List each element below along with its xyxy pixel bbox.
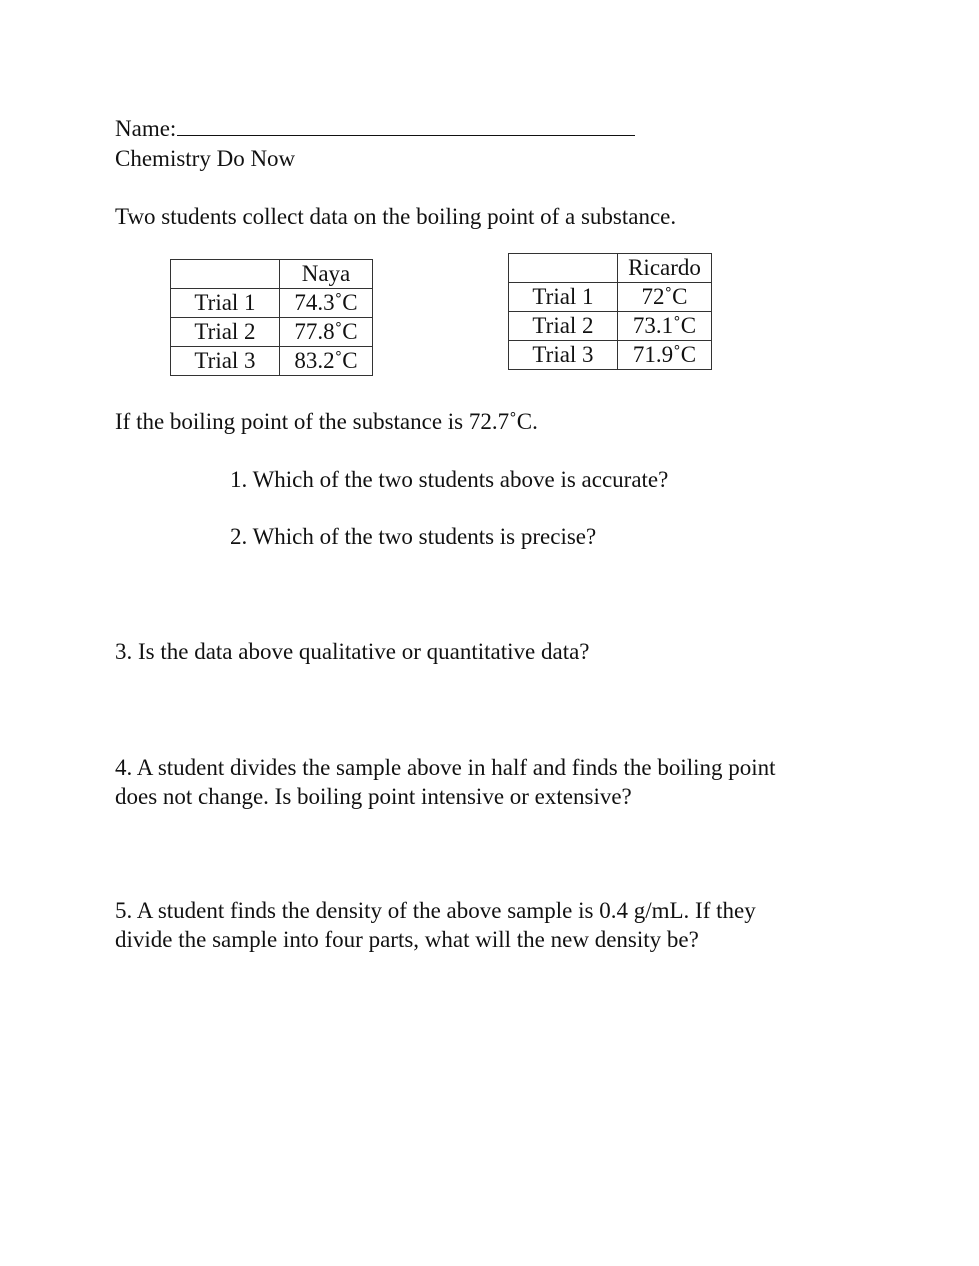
question-2: 2. Which of the two students is precise? xyxy=(230,524,597,549)
trial-value: 72˚C xyxy=(618,283,712,312)
trial-value: 74.3˚C xyxy=(280,289,373,318)
table-header-ricardo: Ricardo xyxy=(618,254,712,283)
condition-text: If the boiling point of the substance is 72.7˚C. xyxy=(115,409,538,434)
table-corner-cell xyxy=(171,260,280,289)
trial-label: Trial 2 xyxy=(171,318,280,347)
trial-label: Trial 2 xyxy=(509,312,618,341)
table-row xyxy=(171,318,373,347)
question-5-line-1: 5. A student finds the density of the above sample is 0.4 g/mL. If they xyxy=(115,898,756,923)
table-row xyxy=(509,283,712,312)
table-corner-cell xyxy=(509,254,618,283)
question-5-line-2: divide the sample into four parts, what will the new density be? xyxy=(115,927,699,952)
trial-value: 71.9˚C xyxy=(618,341,712,370)
naya-data-table xyxy=(170,259,373,376)
trial-label: Trial 3 xyxy=(171,347,280,376)
trial-label: Trial 1 xyxy=(509,283,618,312)
question-4-line-2: does not change. Is boiling point intensive or extensive? xyxy=(115,784,632,809)
name-row xyxy=(115,114,635,143)
trial-value: 83.2˚C xyxy=(280,347,373,376)
table-row xyxy=(171,289,373,318)
trial-label: Trial 1 xyxy=(171,289,280,318)
trial-value: 73.1˚C xyxy=(618,312,712,341)
table-header-naya: Naya xyxy=(280,260,373,289)
worksheet-subtitle: Chemistry Do Now xyxy=(115,146,296,171)
trial-value: 77.8˚C xyxy=(280,318,373,347)
question-3: 3. Is the data above qualitative or quantitative data? xyxy=(115,639,590,664)
ricardo-data-table xyxy=(508,253,712,370)
table-header-row xyxy=(171,260,373,289)
table-row xyxy=(171,347,373,376)
table-header-row xyxy=(509,254,712,283)
table-row xyxy=(509,341,712,370)
intro-text: Two students collect data on the boiling point of a substance. xyxy=(115,204,677,229)
question-4-line-1: 4. A student divides the sample above in half and finds the boiling point xyxy=(115,755,776,780)
name-blank-line[interactable] xyxy=(177,115,635,136)
question-1: 1. Which of the two students above is accurate? xyxy=(230,467,669,492)
table-row xyxy=(509,312,712,341)
trial-label: Trial 3 xyxy=(509,341,618,370)
name-label: Name: xyxy=(115,116,177,141)
